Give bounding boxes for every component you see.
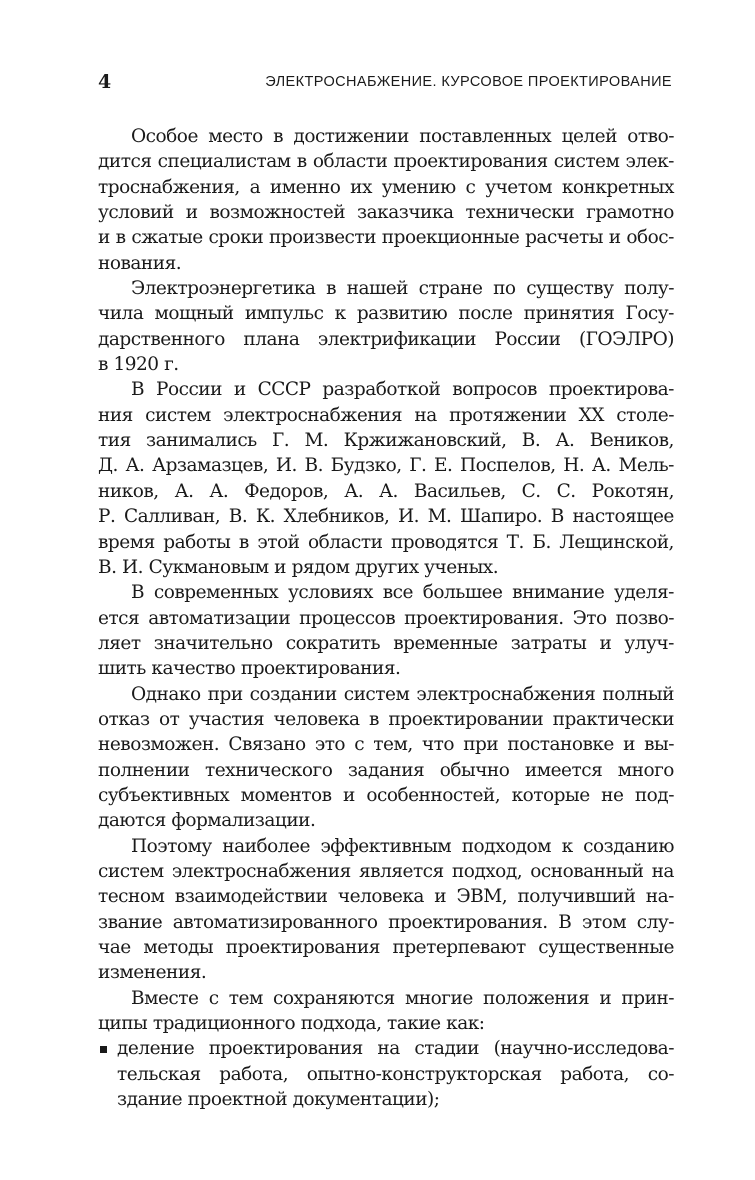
text-line: деление проектирования на стадии (научно-исследова- — [117, 1038, 674, 1060]
text-line: здание проектной документации); — [117, 1089, 440, 1111]
text-line: В России и СССР разработкой вопросов проектирова- — [131, 379, 674, 401]
text-line: ляет значительно сократить временные затраты и улуч- — [98, 632, 674, 654]
text-line: Вместе с тем сохраняются многие положения и прин- — [131, 987, 674, 1009]
paragraph — [98, 124, 674, 276]
text-line: дарственного плана электрификации России (ГОЭЛРО) — [98, 328, 674, 350]
text-line: В современных условиях все большее внимание уделя- — [131, 582, 674, 604]
text-line: Особое место в достижении поставленных целей отво- — [131, 126, 674, 147]
text-line: ется автоматизации процессов проектирования. Это позво- — [98, 607, 674, 629]
text-line: изменения. — [98, 962, 207, 984]
text-line: тия занимались Г. М. Кржижановский, В. А. Веников, — [98, 430, 674, 452]
body-text — [98, 124, 674, 1112]
text-line: нования. — [98, 252, 182, 274]
text-line: троснабжения, а именно их умению с учетом конкретных — [98, 176, 674, 198]
text-line: ния систем электроснабжения на протяжении XX столе- — [98, 404, 674, 426]
paragraph — [98, 276, 674, 377]
paragraph — [98, 986, 674, 1037]
text-line: звание автоматизированного проектирования. В этом слу- — [98, 911, 674, 933]
text-line: систем электроснабжения является подход, основанный на — [98, 860, 674, 882]
text-line: Однако при создании систем электроснабжения полный — [131, 683, 674, 705]
text-line: В. И. Сукмановым и рядом других ученых. — [98, 556, 499, 578]
text-line: полнении технического задания обычно имеется много — [98, 759, 674, 781]
text-line: Электроэнергетика в нашей стране по существу полу- — [131, 278, 674, 300]
paragraph — [98, 682, 674, 834]
text-line: ников, А. А. Федоров, А. А. Васильев, С. С. Рокотян, — [98, 480, 674, 502]
text-line: даются формализации. — [98, 810, 316, 832]
text-line: Поэтому наиболее эффективным подходом к созданию — [131, 835, 674, 857]
text-line: чила мощный импульс к развитию после принятия Госу- — [98, 303, 674, 325]
paragraph — [98, 580, 674, 681]
text-line: в 1920 г. — [98, 354, 179, 376]
text-line: ципы традиционного подхода, такие как: — [98, 1013, 485, 1035]
bullet-square-icon — [100, 1046, 107, 1053]
text-line: тельская работа, опытно-конструкторская работа, со- — [117, 1063, 674, 1085]
paragraph — [98, 834, 674, 986]
paragraph — [98, 377, 674, 580]
text-line: субъективных моментов и особенностей, которые не под- — [98, 784, 674, 806]
text-line: и в сжатые сроки произвести проекционные расчеты и обос- — [98, 227, 674, 249]
text-line: Д. А. Арзамазцев, И. В. Будзко, Г. Е. Поспелов, Н. А. Мель- — [98, 455, 674, 477]
text-line: тесном взаимодействии человека и ЭВМ, получивший на- — [98, 886, 674, 908]
text-line: чае методы проектирования претерпевают существенные — [98, 937, 674, 958]
text-line: условий и возможностей заказчика технически грамотно — [98, 202, 674, 224]
text-line: шить качество проектирования. — [98, 658, 401, 680]
text-line: Р. Салливан, В. К. Хлебников, И. М. Шапиро. В настоящее — [98, 506, 674, 528]
page-number: 4 — [98, 71, 112, 93]
bullet-list-item — [98, 1036, 674, 1112]
text-line: время работы в этой области проводятся Т. Б. Лещинской, — [98, 531, 674, 553]
text-line: дится специалистам в области проектирования систем элек- — [98, 151, 674, 173]
text-line: отказ от участия человека в проектировании практически — [98, 708, 674, 730]
text-line: невозможен. Связано это с тем, что при постановке и вы- — [98, 734, 674, 756]
running-title: ЭЛЕКТРОСНАБЖЕНИЕ. КУРСОВОЕ ПРОЕКТИРОВАНИЕ — [265, 74, 672, 90]
